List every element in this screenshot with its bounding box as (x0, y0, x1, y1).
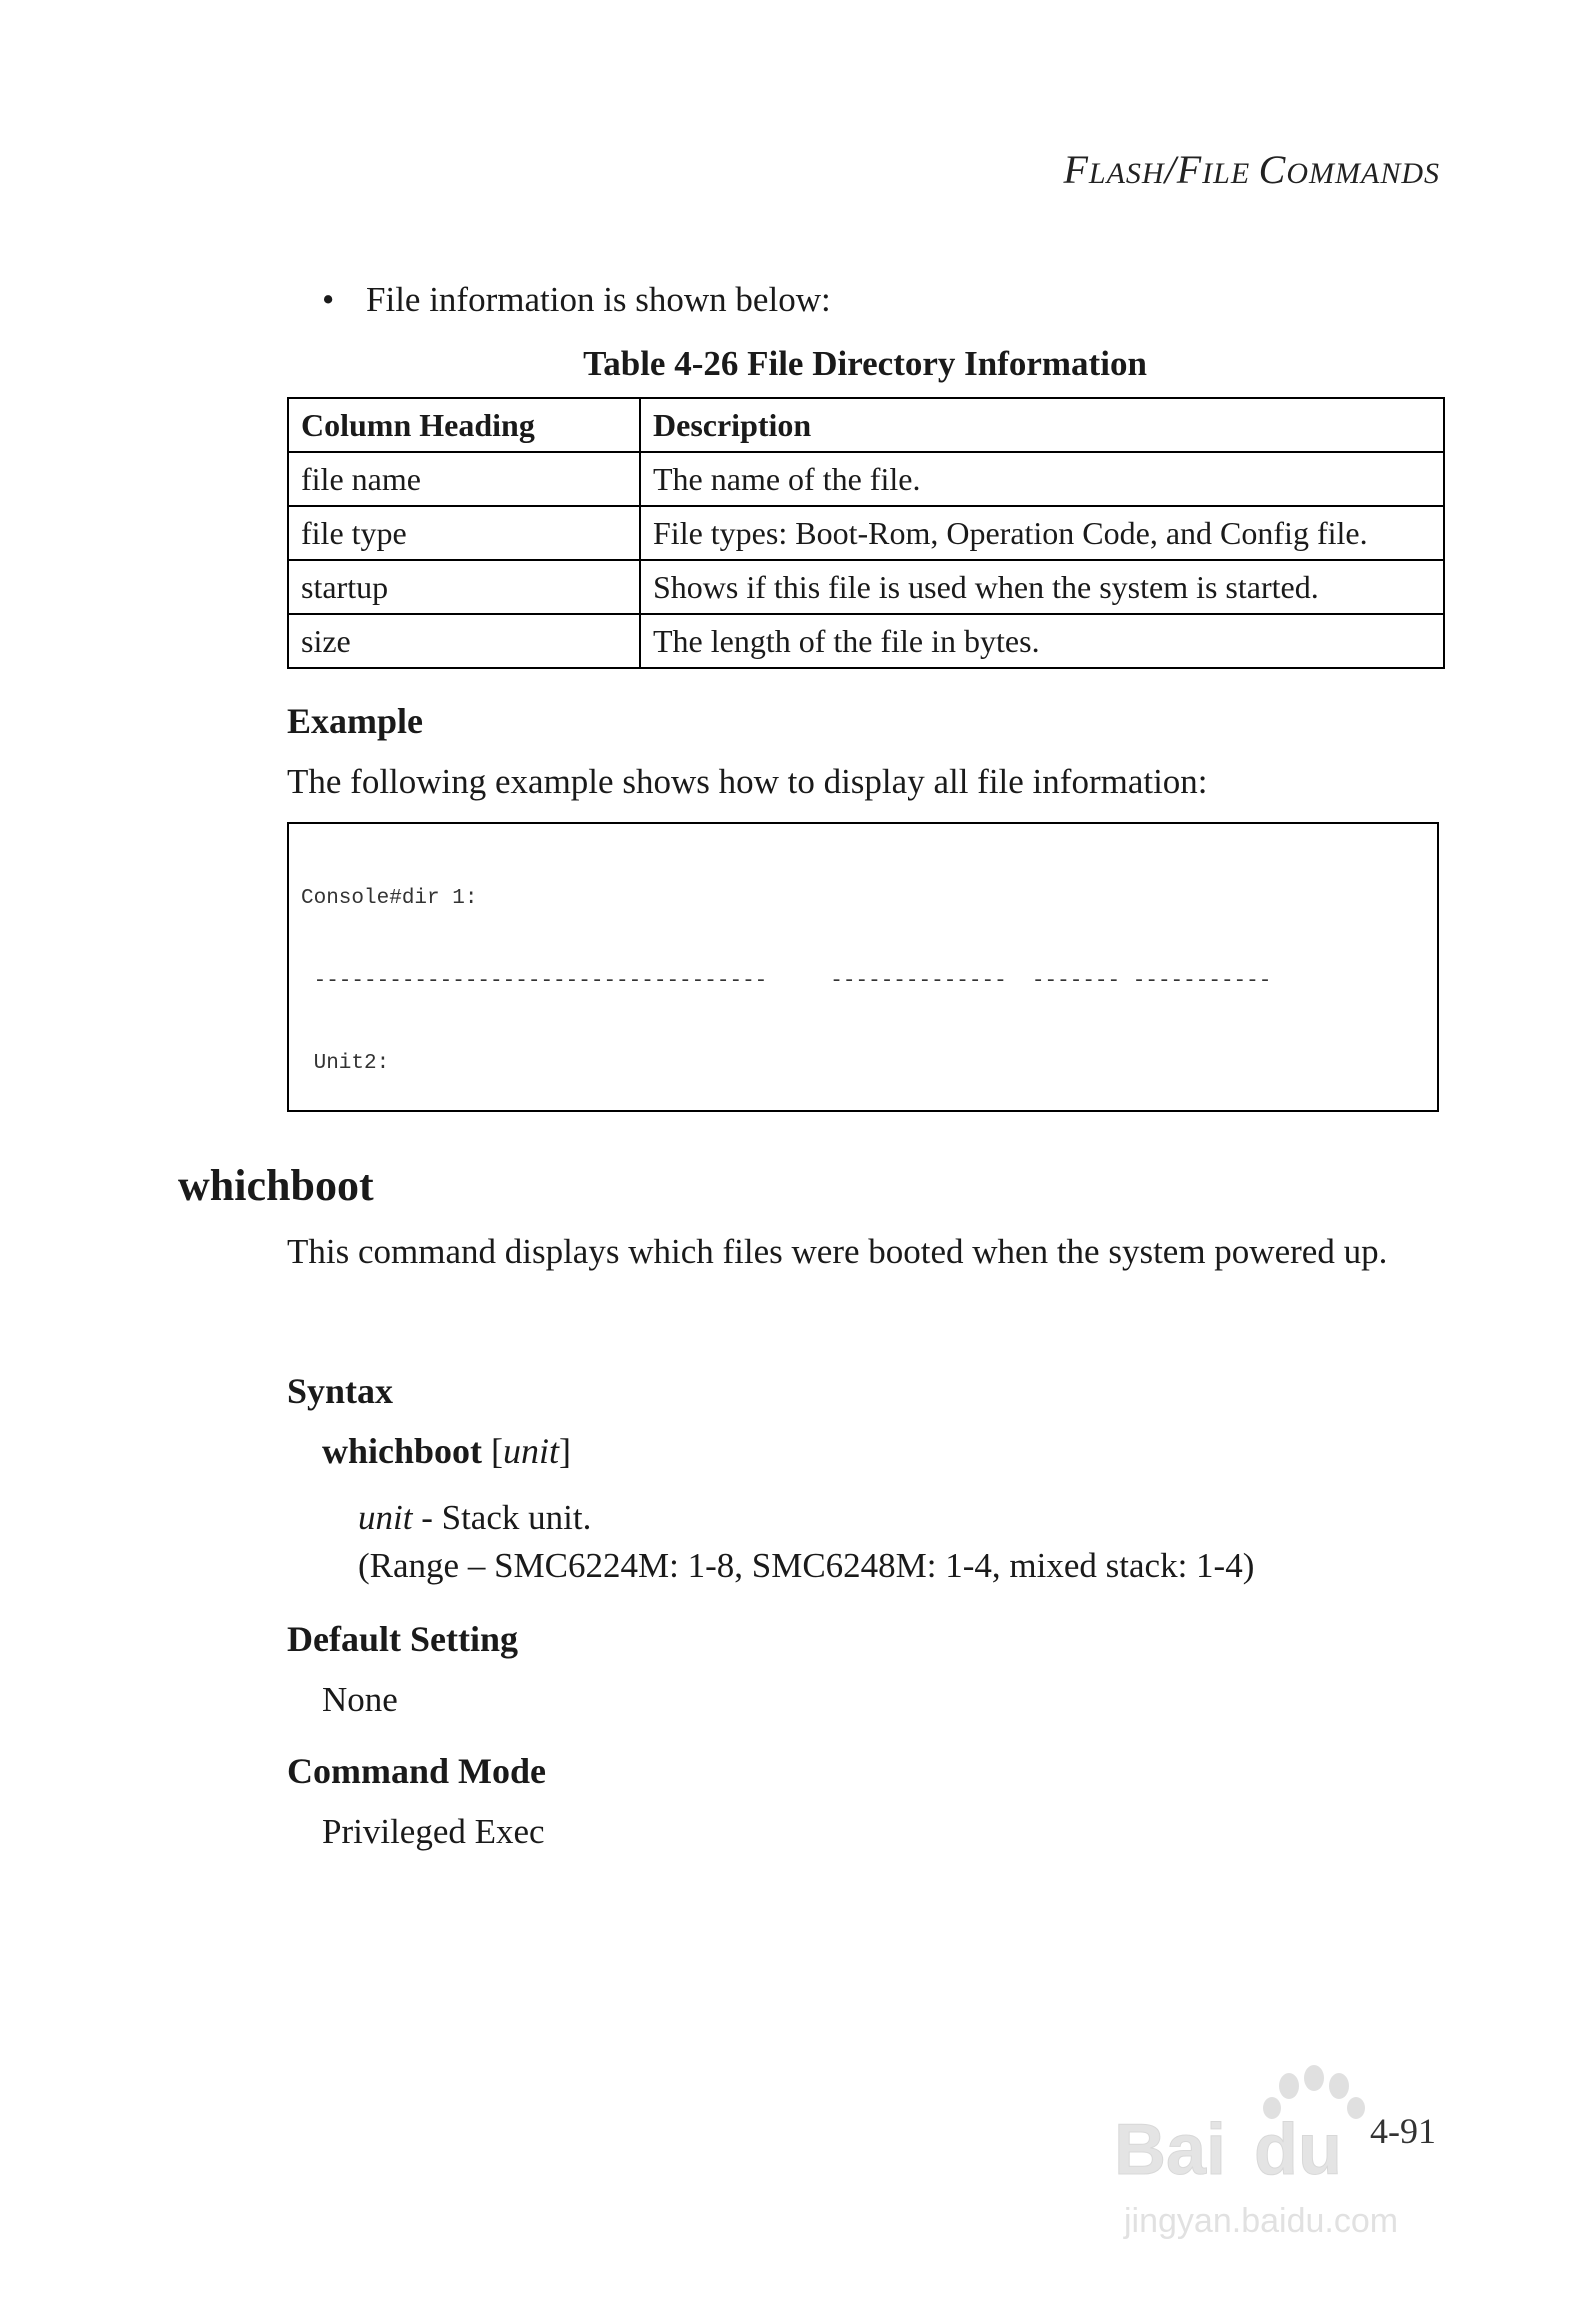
header-sc-ile: ILE (1202, 157, 1259, 190)
table-cell: file name (288, 452, 640, 506)
table-header-cell: Description (640, 398, 1444, 452)
running-header (1063, 146, 1440, 193)
table-row (288, 506, 1444, 560)
console-line: Unit2: (301, 1052, 390, 1075)
table-cell: File types: Boot-Rom, Operation Code, and Config file. (640, 506, 1444, 560)
header-cap-f1: F (1063, 147, 1089, 192)
watermark-brand2: du (1254, 2110, 1342, 2190)
table-caption: Table 4-26 File Directory Information (583, 344, 1147, 383)
file-directory-table (287, 397, 1445, 669)
watermark-brand: Bai (1114, 2110, 1227, 2190)
baidu-watermark-logo (1104, 2064, 1524, 2244)
header-slash: / (1164, 147, 1177, 192)
param-name: unit (358, 1498, 413, 1537)
header-sc-ommands: OMMANDS (1286, 157, 1440, 190)
bullet-glyph: • (322, 280, 335, 319)
syntax-bracket-open: [ (482, 1431, 504, 1471)
console-line: ------------------------------------ -------------- ------- ----------- (301, 969, 1272, 993)
table-cell: file type (288, 506, 640, 560)
console-output-box (287, 822, 1439, 1112)
table-cell: The name of the file. (640, 452, 1444, 506)
header-cap-c: C (1258, 147, 1287, 192)
syntax-bracket-close: ] (559, 1431, 572, 1471)
example-heading: Example (287, 701, 424, 741)
header-cap-f2: F (1176, 147, 1203, 192)
table-cell: size (288, 614, 640, 668)
intro-bullet-line (322, 280, 831, 320)
table-cell: Shows if this file is used when the system is started. (640, 560, 1444, 614)
console-line: Console#dir 1: (301, 887, 478, 910)
param-range: (Range – SMC6224M: 1-8, SMC6248M: 1-4, mixed stack: 1-4) (358, 1546, 1255, 1585)
table-cell: startup (288, 560, 640, 614)
watermark-url: jingyan.baidu.com (1124, 2202, 1399, 2240)
syntax-param: unit (503, 1431, 560, 1471)
command-mode-heading: Command Mode (287, 1751, 546, 1791)
table-row (288, 452, 1444, 506)
command-description: This command displays which files were booted when the system powered up. (287, 1232, 1388, 1271)
param-desc: - Stack unit. (412, 1498, 592, 1537)
intro-text: File information is shown below: (366, 280, 831, 319)
table-header-row (288, 398, 1444, 452)
syntax-heading: Syntax (287, 1371, 394, 1411)
syntax-command: whichboot (322, 1431, 483, 1471)
default-setting-heading: Default Setting (287, 1619, 518, 1659)
table-row (288, 560, 1444, 614)
default-setting-value: None (322, 1680, 398, 1719)
param-line (358, 1498, 591, 1538)
syntax-line (322, 1430, 571, 1472)
command-mode-value: Privileged Exec (322, 1812, 545, 1851)
example-text: The following example shows how to display all file information: (287, 762, 1208, 801)
section-title: whichboot (178, 1161, 374, 1210)
table-header-cell: Column Heading (288, 398, 640, 452)
header-sc-lash: LASH (1088, 157, 1165, 190)
table-row (288, 614, 1444, 668)
page-number: 4-91 (1370, 2111, 1436, 2151)
table-cell: The length of the file in bytes. (640, 614, 1444, 668)
